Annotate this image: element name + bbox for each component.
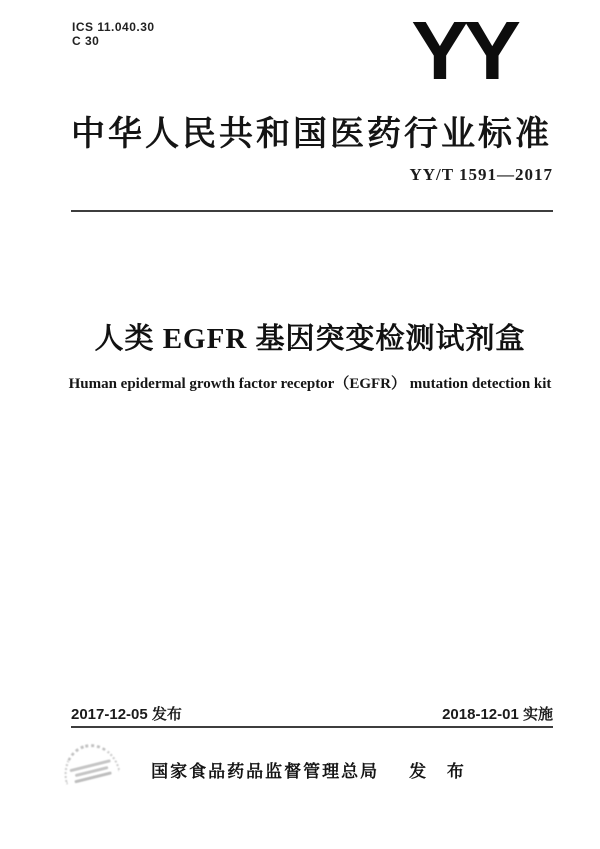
header-rule (71, 210, 553, 212)
classification-code: C 30 (72, 34, 100, 48)
dates-row (71, 703, 553, 724)
ics-block (72, 20, 155, 48)
document-title-cn: 人类 EGFR 基因突变检测试剂盒 (94, 323, 526, 355)
document-title-en: Human epidermal growth factor receptor（EGFR） mutation detection kit (68, 376, 552, 392)
footer-rule (71, 726, 553, 728)
standard-number: YY/T 1591—2017 (409, 165, 553, 184)
publish-action-label: 发 布 (409, 762, 472, 781)
issue-date: 2017-12-05 发布 (71, 706, 182, 723)
ics-code: ICS 11.040.30 (72, 20, 155, 34)
publisher-name: 国家食品药品监督管理总局 (151, 762, 380, 781)
yy-logo: YY (411, 4, 516, 98)
publisher-row (70, 757, 553, 782)
standard-category-title: 中华人民共和国医药行业标准 (71, 115, 552, 153)
watermark-stamp (50, 736, 134, 810)
implement-date: 2018-12-01 实施 (442, 706, 553, 723)
